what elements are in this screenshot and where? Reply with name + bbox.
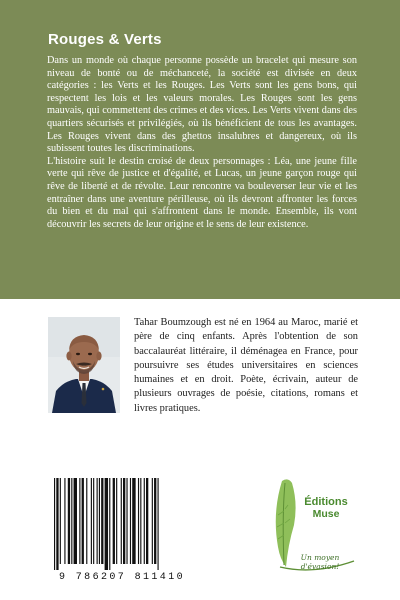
- barcode-bar: [97, 478, 98, 564]
- barcode-bar: [60, 478, 61, 564]
- barcode-bar: [138, 478, 139, 564]
- back-cover-summary-panel: [0, 0, 400, 299]
- barcode-bar: [113, 478, 115, 564]
- summary-paragraph-2: L'histoire suit le destin croisé de deux personnages : Léa, une jeune fille verte qui rêve de justice et d'égalité, et Lucas, un jeune garçon rouge qui rêve de liberté et de révolte. Leur rencontre va bouleverser leur vie et les entraîner dans une aventure périlleuse, où ils devront affronter les forces du bien et du mal qui s'affrontent dans le monde. Ensemble, ils vont découvrir les secrets de leur origine et le sens de leur existence.: [47, 155, 357, 230]
- barcode-bar: [99, 478, 100, 564]
- barcode-bar: [79, 478, 80, 564]
- barcode-bar: [146, 478, 148, 564]
- publisher-slogan: Un moyen d'évasion!: [300, 553, 340, 571]
- barcode-bar: [93, 478, 94, 564]
- barcode-bar: [152, 478, 153, 564]
- barcode-bar: [105, 478, 108, 570]
- author-photo: [48, 317, 120, 413]
- publisher-logo: [268, 475, 356, 575]
- barcode-bar: [54, 478, 55, 570]
- barcode-bar: [91, 478, 92, 564]
- barcode-bar: [154, 478, 156, 564]
- barcode-bar: [71, 478, 72, 564]
- barcode-bar: [116, 478, 117, 564]
- barcode-bar: [82, 478, 84, 564]
- book-title: Rouges & Verts: [48, 31, 162, 48]
- barcode-bar: [56, 478, 58, 570]
- barcode-bar: [86, 478, 87, 564]
- isbn-barcode: [48, 478, 196, 588]
- barcode-bar: [74, 478, 77, 564]
- author-biography: Tahar Boumzough est né en 1964 au Maroc, marié et père de cinq enfants. Après l'obtention de son baccalauréat littéraire, il déménagea en France, pour poursuivre ses études universitaires en sciences humaines et en droit. Poète, écrivain, auteur de plusieurs ouvrages de poésie, citations, romans et livres pratiques.: [134, 317, 358, 414]
- barcode-bar: [68, 478, 70, 564]
- barcode-bar: [64, 478, 65, 564]
- publisher-name-line2: Muse: [312, 508, 340, 520]
- barcode-bar: [126, 478, 127, 564]
- barcode-bar: [158, 478, 159, 570]
- book-summary: [47, 55, 357, 231]
- barcode-bar: [101, 478, 103, 564]
- barcode-number: 9 786207 811410: [58, 572, 185, 583]
- barcode-bar: [144, 478, 145, 564]
- barcode-bar: [123, 478, 125, 564]
- publisher-name-line1: Éditions: [304, 496, 348, 508]
- ean-barcode-icon: [48, 478, 196, 570]
- barcode-bar: [132, 478, 135, 564]
- barcode-bar: [140, 478, 141, 564]
- author-portrait-icon: [48, 317, 120, 413]
- barcode-bar: [130, 478, 131, 564]
- summary-paragraph-1: Dans un monde où chaque personne possède un bracelet qui mesure son niveau de bonté ou de méchanceté, la société est divisée en deux catégories : les Verts et les Rouges. Les Verts sont les gens bons, qui respectent les lois et les valeurs morales. Les Rouges sont les gens mauvais, qui commettent des crimes et des vices. Les Verts vivent dans des quartiers sécurisés et privilégiés, où ils bénéficient de tous les avantages. Les Rouges vivent dans des ghettos insalubres et dangereux, où ils subissent toutes les discriminations.: [47, 55, 357, 155]
- barcode-bar: [109, 478, 110, 570]
- publisher-name: [298, 496, 354, 520]
- barcode-bar: [121, 478, 122, 564]
